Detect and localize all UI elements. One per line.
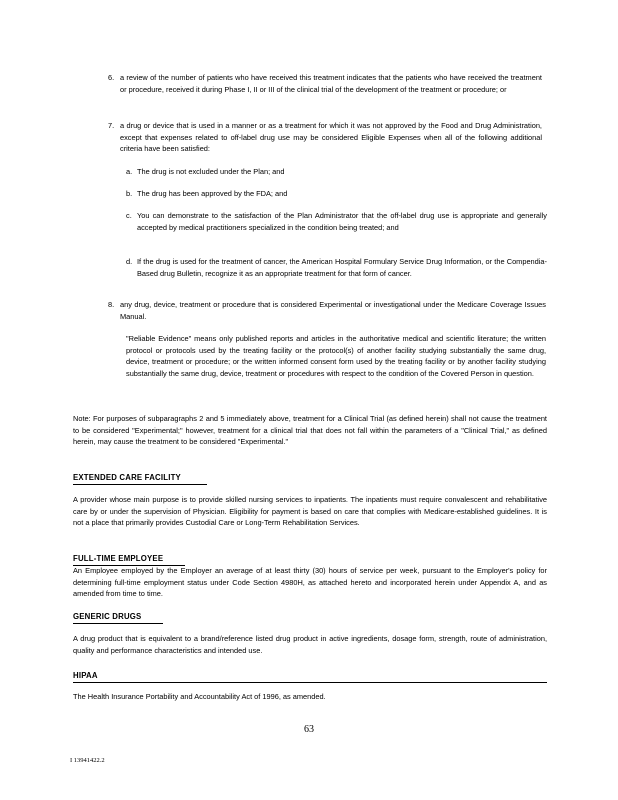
heading-full-time-employee: FULL-TIME EMPLOYEE [73, 554, 164, 563]
item-6-text: a review of the number of patients who have received this treatment indicates that the patients who have received the treatment or procedure, received it during Phase I, II or III of the clinical trial of the development of the treatment or procedure; or [120, 73, 542, 94]
heading-hipaa: HIPAA [73, 671, 98, 680]
full-time-employee-text: An Employee employed by the Employer an average of at least thirty (30) hours of service per week, pursuant to the Employer's policy for determining full-time employment status under Code Section 4980H, as attached hereto and incorporated herein under Appendix A, and as amended from time to time. [73, 566, 547, 599]
item-8-text: any drug, device, treatment or procedure that is considered Experimental or investigational under the Medicare Coverage Issues Manual. [120, 300, 546, 321]
document-id: I 13941422.2 [70, 757, 105, 764]
subitem-b-text: The drug has been approved by the FDA; and [137, 189, 288, 198]
heading-underline [73, 484, 207, 485]
page-number: 63 [304, 724, 314, 735]
subitem-c-text: You can demonstrate to the satisfaction of the Plan Administrator that the off-label drug use is appropriate and generally accepted by medical practitioners specialized in the condition being treated; and [137, 211, 547, 232]
item-8-number: 8. [108, 300, 115, 309]
subitem-a-text: The drug is not excluded under the Plan; and [137, 167, 285, 176]
subitem-b-letter: b. [126, 189, 133, 198]
subitem-d-text: If the drug is used for the treatment of cancer, the American Hospital Formulary Service Drug Information, or the Compendia-Based drug Bulletin, recognize it as an appropriate treatment for that form of cancer. [137, 257, 547, 278]
subitem-c-letter: c. [126, 211, 132, 220]
heading-underline [73, 682, 547, 683]
subitem-d-letter: d. [126, 257, 133, 266]
reliable-evidence-paragraph: "Reliable Evidence" means only published reports and articles in the authoritative medical and scientific literature; the written protocol or protocols used by the treating facility or the protocol(s) of another facility studying substantially the same drug, device, treatment or procedure; or the written informed consent form used by the treating facility or by another facility studying substantially the same drug, device, treatment or procedures with respect to the condition of the Covered Person in question. [126, 334, 546, 378]
extended-care-facility-text: A provider whose main purpose is to provide skilled nursing services to inpatients. The inpatients must require convalescent and rehabilitative care by or under the supervision of Physician. Eligibility for payment is based on care that complies with Medicare-established guidelines. It is not a place that primarily provides Custodial Care or Long-Term Rehabilitation Services. [73, 495, 547, 528]
note-paragraph: Note: For purposes of subparagraphs 2 and 5 immediately above, treatment for a Clinical Trial (as defined herein) shall not cause the treatment to be considered "Experimental;" however, treatment for a clinical trial that does not fall within the parameters of a "Clinical Trial," as defined herein, may cause the treatment to be considered "Experimental." [73, 414, 547, 447]
item-7-number: 7. [108, 121, 115, 130]
generic-drugs-text: A drug product that is equivalent to a brand/reference listed drug product in active ingredients, dosage form, strength, route of administration, quality and performance characteristics and intended use. [73, 634, 547, 655]
heading-underline [73, 623, 163, 624]
item-7-text: a drug or device that is used in a manner or as a treatment for which it was not approved by the Food and Drug Administration, except that expenses related to off-label drug use may be considered Eligible Expenses when all of the following additional criteria have been satisfied: [120, 121, 542, 154]
subitem-a-letter: a. [126, 167, 133, 176]
item-6-number: 6. [108, 73, 115, 82]
heading-generic-drugs: GENERIC DRUGS [73, 612, 142, 621]
heading-extended-care-facility: EXTENDED CARE FACILITY [73, 473, 181, 482]
hipaa-text: The Health Insurance Portability and Accountability Act of 1996, as amended. [73, 692, 326, 701]
